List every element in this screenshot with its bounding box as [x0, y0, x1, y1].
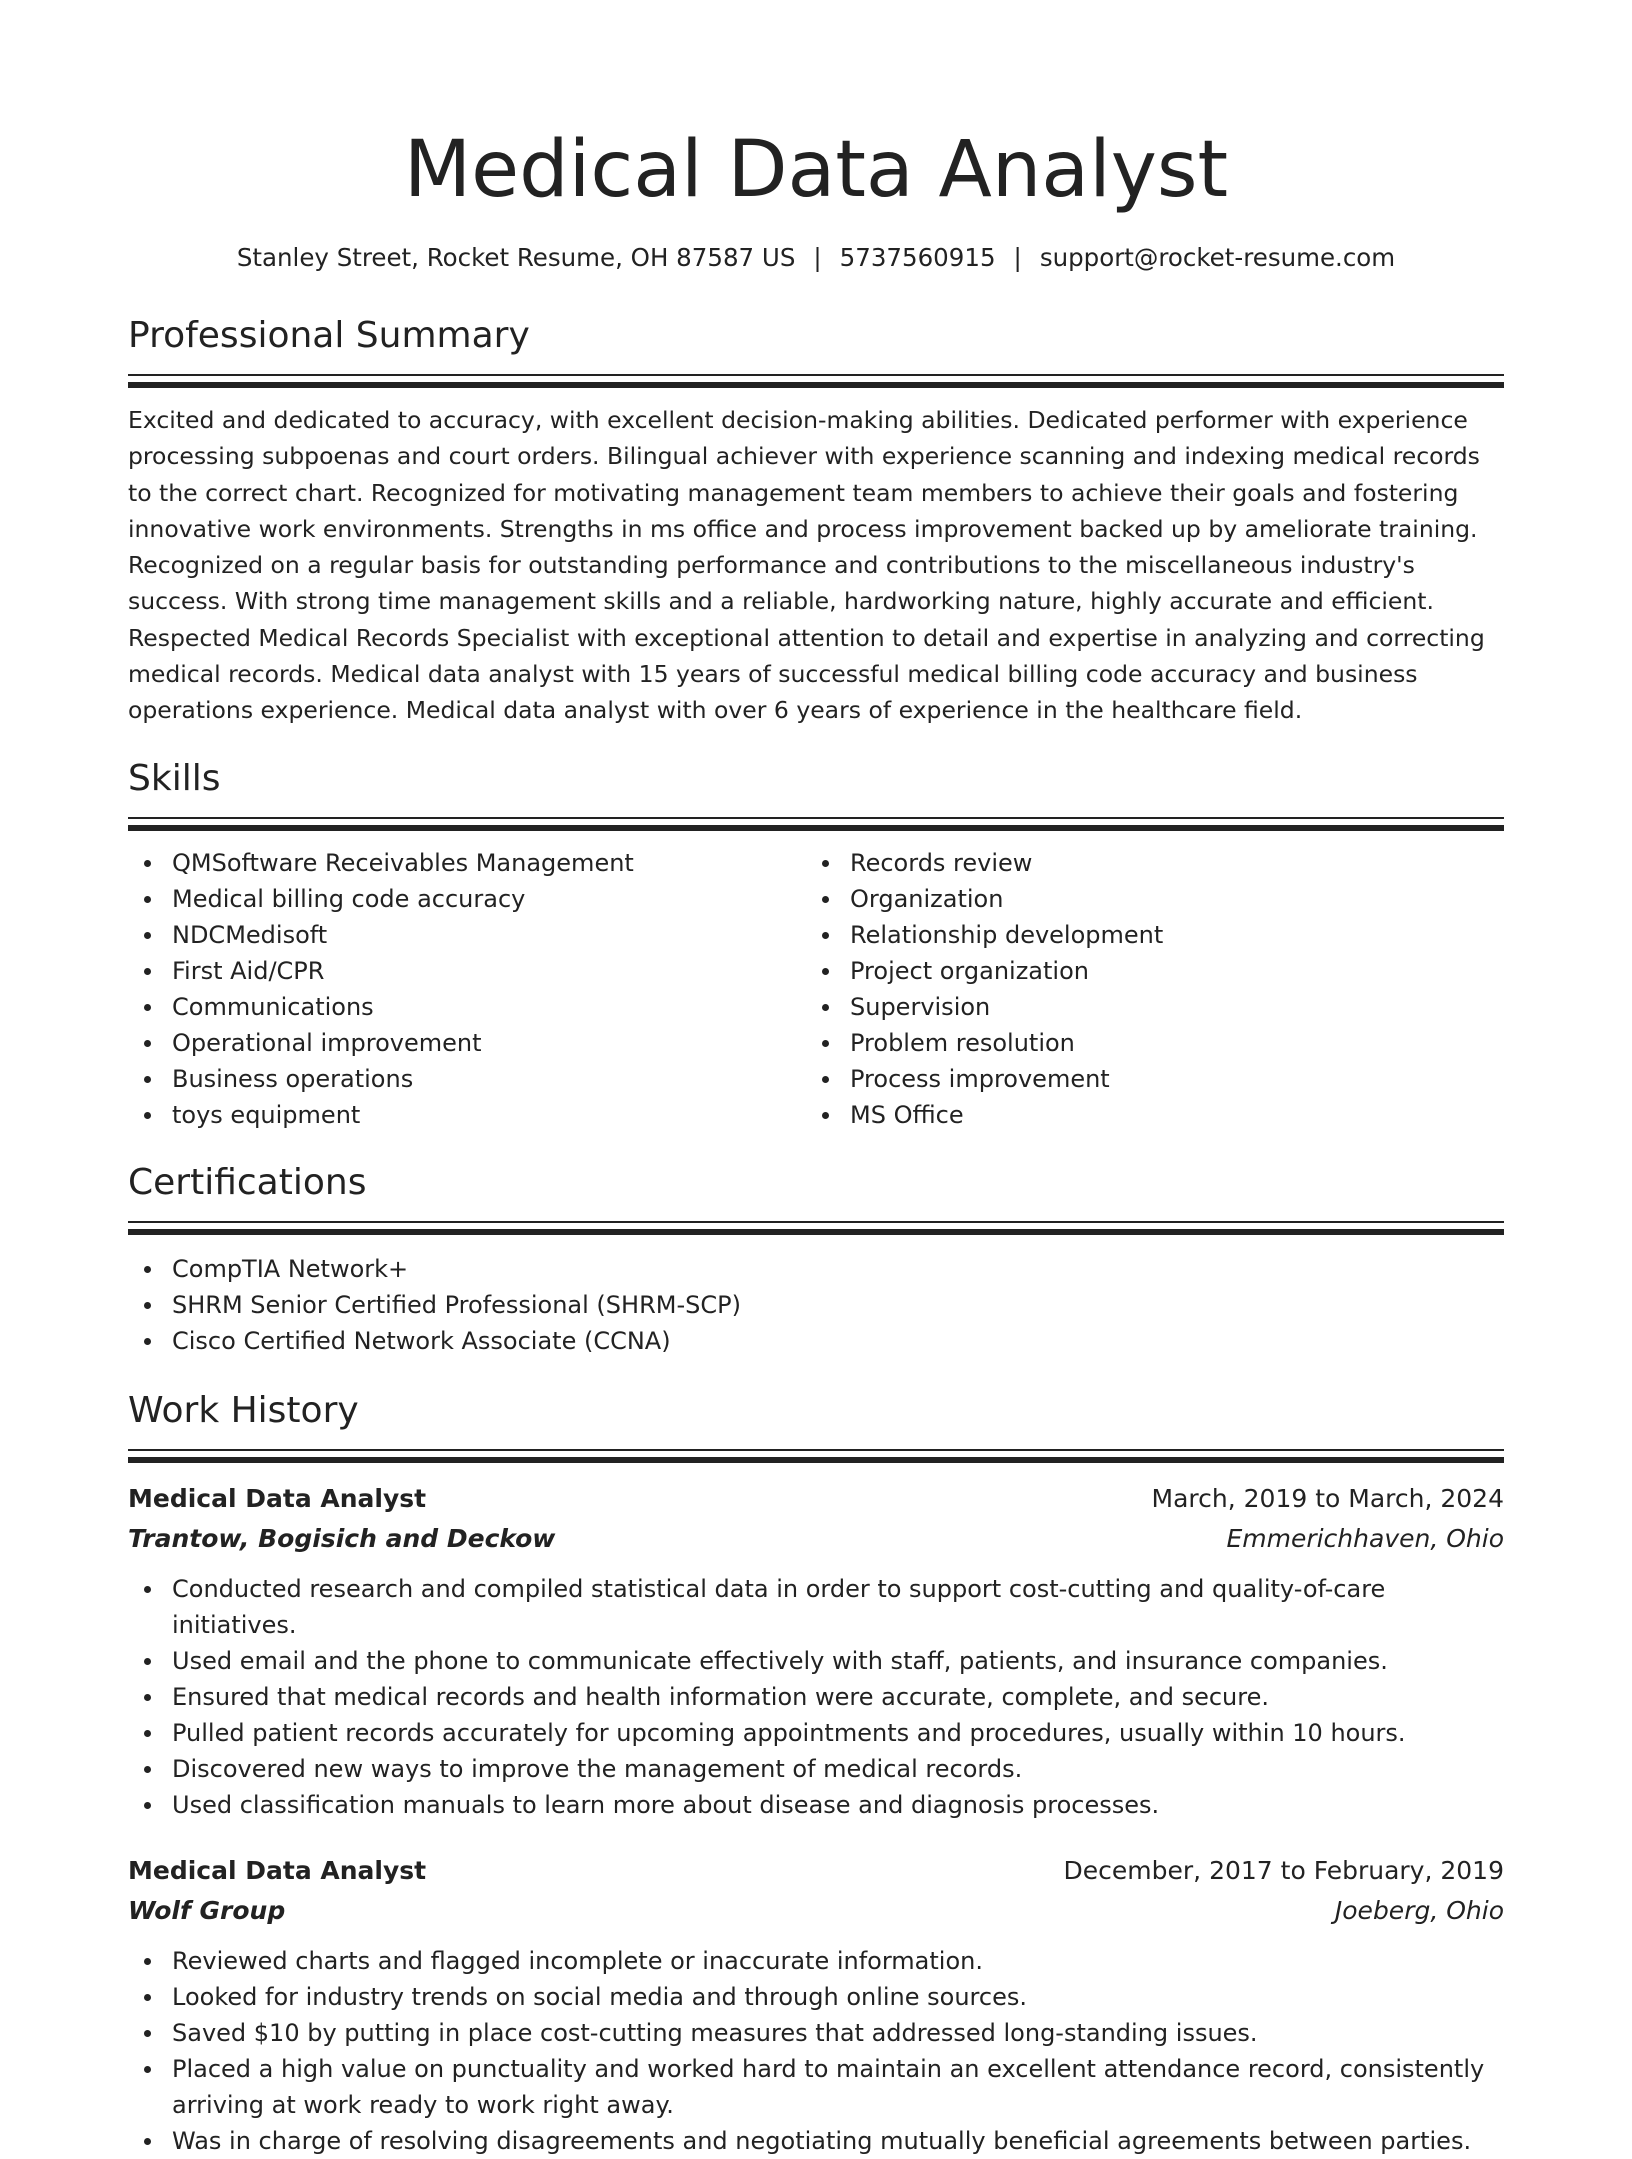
- skill-item: NDCMedisoft: [128, 917, 806, 953]
- skill-item: Supervision: [806, 989, 1484, 1025]
- job-entry: [128, 1851, 1504, 2159]
- section-title: Certifications: [128, 1161, 367, 1203]
- skill-item: Records review: [806, 845, 1484, 881]
- job-bullet: Conducted research and compiled statistical data in order to support cost-cutting and quality-of-care initiatives.: [128, 1571, 1504, 1643]
- skill-item: Communications: [128, 989, 806, 1025]
- certifications-section: [128, 1159, 1504, 1359]
- job-bullet: Used email and the phone to communicate effectively with staff, patients, and insurance companies.: [128, 1643, 1504, 1679]
- candidate-name: Medical Data Analyst: [403, 125, 1229, 215]
- job-title: Medical Data Analyst: [128, 1855, 427, 1885]
- skill-item: Business operations: [128, 1061, 806, 1097]
- section-title: Work History: [128, 1389, 359, 1431]
- certification-item: CompTIA Network+: [128, 1251, 1504, 1287]
- skill-item: toys equipment: [128, 1097, 806, 1133]
- job-bullets: [128, 1571, 1504, 1823]
- job-bullet: Saved $10 by putting in place cost-cutting measures that addressed long-standing issues.: [128, 2015, 1504, 2051]
- summary-section: [128, 312, 1504, 729]
- section-rule: [128, 374, 1504, 376]
- job-title: Medical Data Analyst: [128, 1483, 427, 1513]
- job-dates: March, 2019 to March, 2024: [1151, 1483, 1504, 1513]
- job-bullet: Was in charge of resolving disagreements and negotiating mutually beneficial agreements between parties.: [128, 2123, 1504, 2159]
- certifications-list: [128, 1251, 1504, 1359]
- section-rule-thick: [128, 1229, 1504, 1235]
- section-title: Professional Summary: [128, 315, 530, 356]
- job-subheader: [128, 1891, 1504, 1931]
- job-location: Joeberg, Ohio: [1334, 1895, 1504, 1925]
- skills-list: [806, 845, 1484, 1133]
- resume-page: [128, 0, 1504, 2159]
- job-dates: December, 2017 to February, 2019: [1063, 1855, 1504, 1885]
- skills-column-left: [128, 845, 806, 1133]
- skill-item: Medical billing code accuracy: [128, 881, 806, 917]
- section-rule-thick: [128, 825, 1504, 831]
- certification-item: SHRM Senior Certified Professional (SHRM-SCP): [128, 1287, 1504, 1323]
- section-rule-thick: [128, 1457, 1504, 1463]
- skill-item: Process improvement: [806, 1061, 1484, 1097]
- job-bullet: Looked for industry trends on social media and through online sources.: [128, 1979, 1504, 2015]
- skills-section: [128, 755, 1504, 1133]
- skills-column-right: [806, 845, 1484, 1133]
- job-bullets: [128, 1943, 1504, 2159]
- job-bullet: Discovered new ways to improve the management of medical records.: [128, 1751, 1504, 1787]
- job-entry: [128, 1479, 1504, 1823]
- job-bullet: Reviewed charts and flagged incomplete or inaccurate information.: [128, 1943, 1504, 1979]
- contact-separator: |: [813, 243, 822, 272]
- job-bullet: Placed a high value on punctuality and worked hard to maintain an excellent attendance record, consistently arriving at work ready to work right away.: [128, 2051, 1504, 2123]
- certification-item: Cisco Certified Network Associate (CCNA): [128, 1323, 1504, 1359]
- skill-item: Project organization: [806, 953, 1484, 989]
- skills-columns: [128, 845, 1504, 1133]
- skills-list: [128, 845, 806, 1133]
- job-header: [128, 1479, 1504, 1519]
- job-bullet: Used classification manuals to learn more about disease and diagnosis processes.: [128, 1787, 1504, 1823]
- skill-item: Organization: [806, 881, 1484, 917]
- job-company: Wolf Group: [128, 1895, 286, 1925]
- section-rule: [128, 1449, 1504, 1451]
- skill-item: First Aid/CPR: [128, 953, 806, 989]
- job-company: Trantow, Bogisich and Deckow: [128, 1523, 556, 1553]
- contact-email: support@rocket-resume.com: [1039, 243, 1396, 272]
- job-bullet: Pulled patient records accurately for upcoming appointments and procedures, usually within 10 hours.: [128, 1715, 1504, 1751]
- job-location: Emmerichhaven, Ohio: [1226, 1523, 1504, 1553]
- skill-item: MS Office: [806, 1097, 1484, 1133]
- skill-item: QMSoftware Receivables Management: [128, 845, 806, 881]
- section-rule: [128, 1221, 1504, 1223]
- summary-text: Excited and dedicated to accuracy, with excellent decision-making abilities. Dedicated performer with experience processing subpoenas and court orders. Bilingual achiever with experience scanning and indexing medical records to the correct chart. Recognized for motivating management team members to achieve their goals and fostering innovative work environments. Strengths in ms office and process improvement backed up by ameliorate training. Recognized on a regular basis for outstanding performance and contributions to the miscellaneous industry's success. With strong time management skills and a reliable, hardworking nature, highly accurate and efficient. Respected Medical Records Specialist with exceptional attention to detail and expertise in analyzing and correcting medical records. Medical data analyst with 15 years of successful medical billing code accuracy and business operations experience. Medical data analyst with over 6 years of experience in the healthcare field.: [128, 406, 1485, 725]
- section-rule: [128, 817, 1504, 819]
- job-subheader: [128, 1519, 1504, 1559]
- skill-item: Operational improvement: [128, 1025, 806, 1061]
- section-rule-thick: [128, 382, 1504, 388]
- contact-phone: 5737560915: [839, 243, 996, 272]
- job-bullet: Ensured that medical records and health information were accurate, complete, and secure.: [128, 1679, 1504, 1715]
- skill-item: Relationship development: [806, 917, 1484, 953]
- skill-item: Problem resolution: [806, 1025, 1484, 1061]
- work-history-section: [128, 1387, 1504, 2159]
- contact-separator: |: [1013, 243, 1022, 272]
- contact-address: Stanley Street, Rocket Resume, OH 87587 US: [236, 243, 796, 272]
- job-header: [128, 1851, 1504, 1891]
- contact-line: [128, 240, 1504, 276]
- section-title: Skills: [128, 757, 221, 799]
